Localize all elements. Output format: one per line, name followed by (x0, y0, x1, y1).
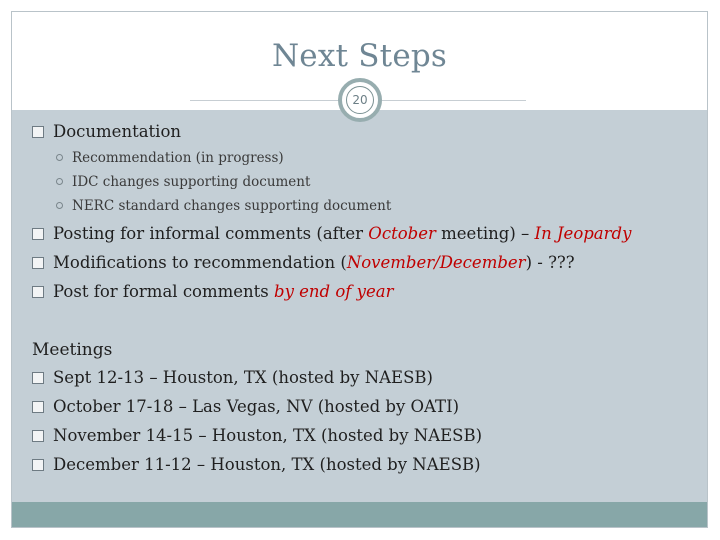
emphasis-text: November/December (346, 253, 526, 272)
sub-bullet-idc (56, 174, 310, 190)
checkbox-bullet-icon (32, 286, 44, 298)
page-number-badge (338, 78, 382, 122)
sub-bullet-text: NERC standard changes supporting document (72, 198, 392, 214)
meeting-text: December 11-12 – Houston, TX (hosted by NAESB) (53, 455, 481, 474)
title-rule-left (190, 100, 340, 101)
bullet-text: Documentation (53, 122, 182, 141)
meeting-text: November 14-15 – Houston, TX (hosted by NAESB) (53, 426, 483, 445)
bullet-text: Post for formal comments (53, 282, 275, 301)
checkbox-bullet-icon (32, 372, 44, 384)
bullet-documentation (32, 122, 181, 141)
bullet-text: Modifications to recommendation ( (53, 253, 347, 272)
checkbox-bullet-icon (32, 401, 44, 413)
bullet-posting (32, 224, 631, 243)
title-rule-right (382, 100, 526, 101)
circle-bullet-icon (56, 178, 63, 185)
sub-bullet-text: IDC changes supporting document (72, 174, 311, 190)
meeting-item (32, 426, 482, 445)
footer-bar (12, 502, 707, 527)
checkbox-bullet-icon (32, 459, 44, 471)
meeting-text: October 17-18 – Las Vegas, NV (hosted by OATI) (53, 397, 460, 416)
meeting-item (32, 455, 481, 474)
sub-bullet-recommendation (56, 150, 284, 166)
meetings-heading: Meetings (32, 340, 113, 360)
circle-bullet-icon (56, 154, 63, 161)
emphasis-text: In Jeopardy (534, 224, 632, 243)
meeting-item (32, 368, 433, 387)
checkbox-bullet-icon (32, 257, 44, 269)
checkbox-bullet-icon (32, 228, 44, 240)
emphasis-text: by end of year (274, 282, 394, 301)
checkbox-bullet-icon (32, 126, 44, 138)
sub-bullet-text: Recommendation (in progress) (72, 150, 284, 166)
emphasis-text: October (368, 224, 436, 243)
circle-bullet-icon (56, 202, 63, 209)
sub-bullet-nerc (56, 198, 391, 214)
bullet-text: meeting) – (435, 224, 535, 243)
slide-title: Next Steps (271, 38, 448, 74)
checkbox-bullet-icon (32, 430, 44, 442)
bullet-text: Posting for informal comments (after (53, 224, 369, 243)
bullet-formal-comments (32, 282, 393, 301)
meeting-text: Sept 12-13 – Houston, TX (hosted by NAESB) (53, 368, 433, 387)
bullet-text: ) - ??? (525, 253, 575, 272)
page-number: 20 (346, 86, 374, 114)
meeting-item (32, 397, 459, 416)
bullet-modifications (32, 253, 575, 272)
